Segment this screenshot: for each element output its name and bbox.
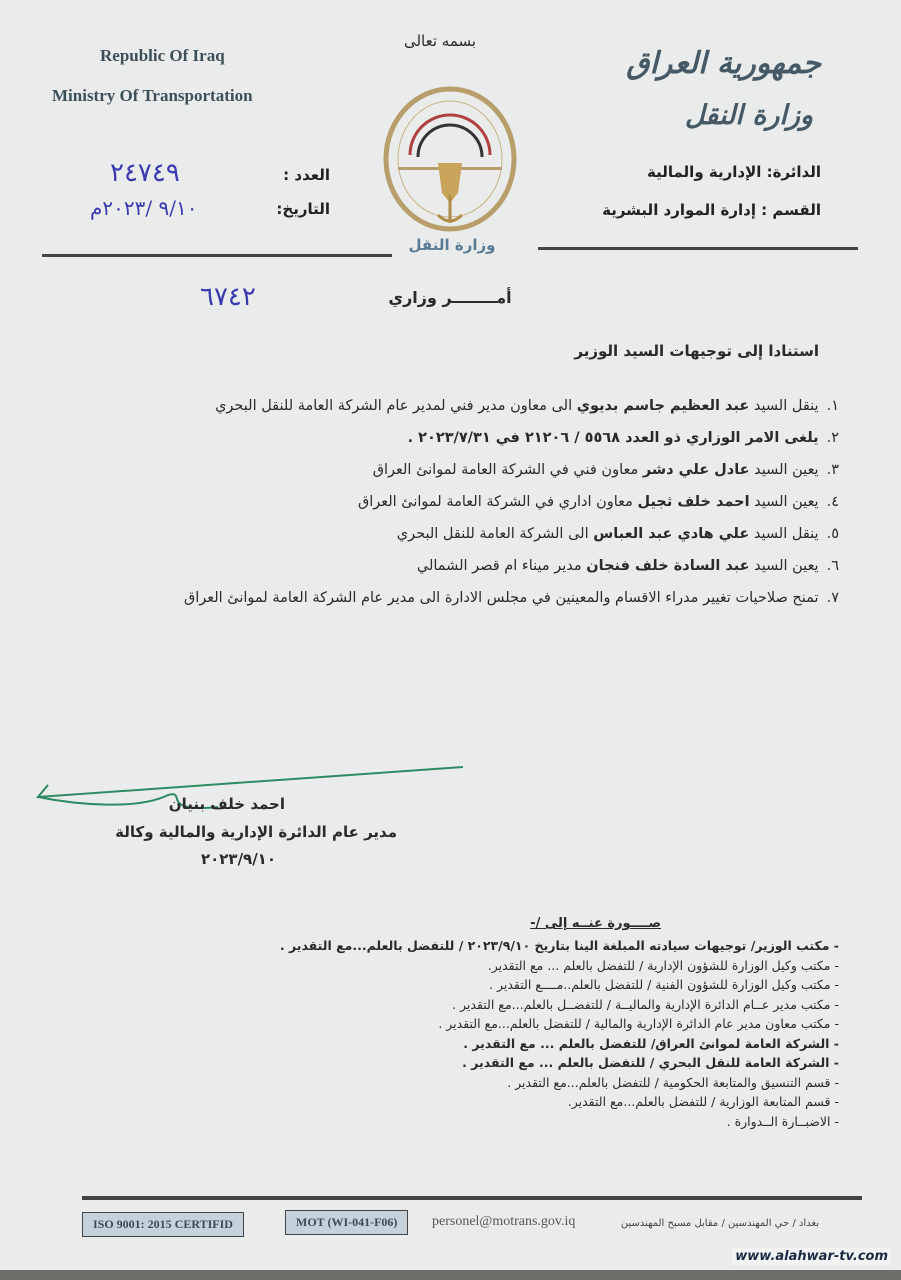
signatory-title: مدير عام الدائرة الإدارية والمالية وكالة [115,823,397,841]
iso-badge: ISO 9001: 2015 CERTIFID [82,1212,244,1237]
copy-recipient: - الشركة العامة للنقل البحري / للتفضل بالعلم ... مع التقدير . [462,1055,839,1070]
order-item-num: ٧. [826,590,839,606]
header-divider-left [42,254,392,257]
order-item-num: ٥. [826,526,839,542]
order-item-num: ٤. [826,494,839,510]
arabic-header-country: جمهورية العراق [626,46,821,81]
order-title: أمــــــــر وزاري [388,288,512,307]
basmala: بسمه تعالى [403,32,477,50]
copy-recipient: - مكتب الوزير/ توجيهات سيادته المبلغة الينا بتاريخ ٢٠٢٣/٩/١٠ / للتفضل بالعلم...مع التقدير . [279,938,839,953]
copies-title: صــــورة عنــه إلى /- [530,916,661,931]
copy-recipient: - قسم المتابعة الوزارية / للتفضل بالعلم...مع التقدير. [567,1094,839,1109]
department-label: الدائرة: الإدارية والمالية [647,163,821,181]
site-watermark: www.alahwar-tv.com [732,1248,891,1265]
arabic-header-ministry: وزارة النقل [684,100,813,131]
order-item-num: ٢. [826,430,839,446]
order-item [59,518,839,550]
order-item-bold: عبد السادة خلف فنجان [586,558,750,574]
english-header-country: Republic Of Iraq [100,46,225,65]
order-intro: استنادا إلى توجيهات السيد الوزير [574,342,819,360]
copy-recipient: - مكتب وكيل الوزارة للشؤون الفنية / للتفضل بالعلم..مــــع التقدير . [489,977,839,992]
copy-recipient: - مكتب معاون مدير عام الدائرة الإدارية والمالية / للتفضل بالعلم...مع التقدير . [438,1016,839,1031]
footer-email: personel@motrans.gov.iq [432,1214,576,1229]
order-item [59,582,839,614]
order-item-pre: ينقل السيد [749,398,819,414]
order-item-num: ٣. [826,462,839,478]
copy-recipient: - مكتب وكيل الوزارة للشؤون الإدارية / للتفضل بالعلم ... مع التقدير. [487,957,839,973]
order-item-post: معاون فني في الشركة العامة لموانئ العراق [372,462,643,478]
order-item-num: ١. [826,398,839,414]
order-item [59,550,839,582]
signature-date: ٢٠٢٣/٩/١٠ [200,850,276,868]
footer-address: بغداد / حي المهندسين / مقابل مسبح المهندسين [620,1218,819,1229]
order-item-bold: عادل علي دشر [642,462,750,478]
order-item [59,486,839,518]
ministry-logo [380,85,520,233]
copy-recipient: - قسم التنسيق والمتابعة الحكومية / للتفضل بالعلم...مع التقدير . [507,1074,839,1090]
section-label: القسم : إدارة الموارد البشرية [602,201,821,219]
order-items [59,390,839,614]
number-value: ٢٤٧٤٩ [110,158,180,188]
order-item-pre: يعين السيد [749,494,819,510]
number-label: العدد : [283,166,330,184]
copy-recipient: - الشركة العامة لموانئ العراق/ للتفضل بالعلم ... مع التقدير . [463,1035,839,1051]
order-item-pre: يعين السيد [749,558,819,574]
header-divider-right [538,247,858,250]
order-item-pre: يعين السيد [749,462,819,478]
logo-caption: وزارة النقل [408,236,496,254]
copy-recipient: - مكتب مدير عــام الدائرة الإدارية والماليــة / للتفضــل بالعلم...مع التقدير . [452,996,839,1012]
order-item [59,390,839,422]
order-item-post: مدير ميناء ام قصر الشمالي [416,558,587,574]
copy-recipient: - الاضبــارة الــدوارة . [726,1113,839,1129]
order-item-post: الى معاون مدير فني لمدير عام الشركة العامة للنقل البحري [215,398,577,414]
order-item-pre: ينقل السيد [749,526,819,542]
order-number: ٦٧٤٢ [200,282,256,312]
page-edge [0,1270,901,1280]
order-item-post: الى الشركة العامة للنقل البحري [396,526,594,542]
order-item-bold: يلغى الامر الوزاري ذو العدد ٥٥٦٨ / ٢١٢٠٦ في ٢٠٢٣/٧/٣١ . [407,430,819,446]
date-label: التاريخ: [276,200,330,218]
order-item [59,454,839,486]
order-item-bold: علي هادي عبد العباس [593,526,750,542]
order-item-pre: تمنح صلاحيات تغيير مدراء الاقسام والمعينين في مجلس الادارة الى مدير عام الشركة العامة لموانئ العراق [183,590,819,606]
footer-divider [82,1196,862,1200]
order-item-bold: عبد العظيم جاسم بديوي [576,398,750,414]
english-header-ministry: Ministry Of Transportation [52,86,253,105]
signatory-name: احمد خلف بنيان [168,795,285,813]
mot-badge: MOT (WI-041-F06) [285,1210,408,1235]
order-item [59,422,839,454]
order-item-post: معاون اداري في الشركة العامة لموانئ العراق [357,494,638,510]
order-item-bold: احمد خلف ثجيل [637,494,750,510]
copies-list [79,936,839,1131]
order-item-num: ٦. [826,558,839,574]
date-value: ٩/١٠ /٢٠٢٣م [90,196,198,220]
